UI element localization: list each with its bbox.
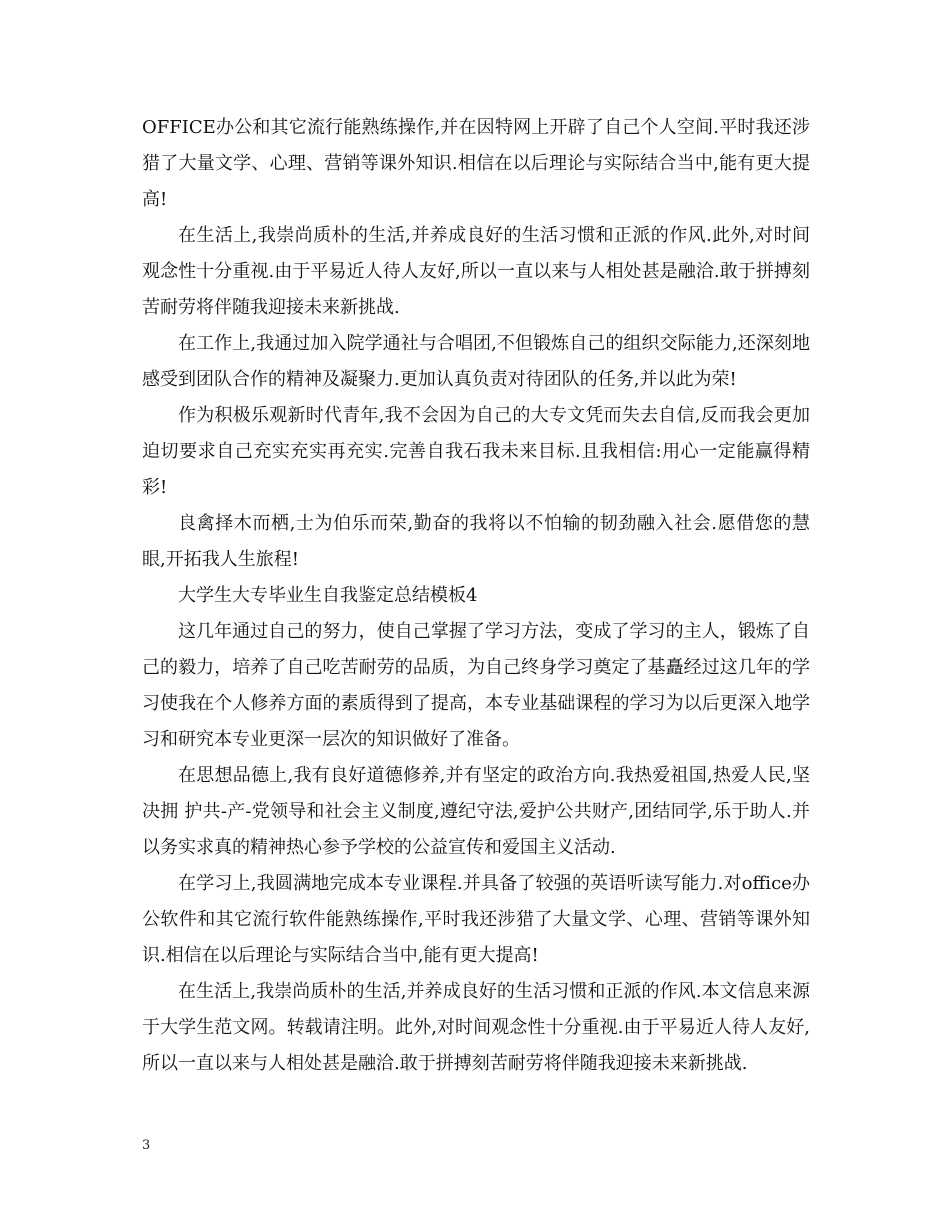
paragraph-academic-study: 在学习上,我圆满地完成本专业课程.并具备了较强的英语听读写能力.对office办公软件和其它流行软件能熟练操作,平时我还涉猎了大量文学、心理、营销等课外知识.相信在以后理论与实际结合当中,能有更大提高!	[142, 873, 810, 966]
paragraph-office-skills: OFFICE办公和其它流行能熟练操作,并在因特网上开辟了自己个人空间.平时我还涉猎了大量文学、心理、营销等课外知识.相信在以后理论与实际结合当中,能有更大提高!	[142, 117, 810, 210]
document-body	[142, 110, 810, 1082]
paragraph-work-experience: 在工作上,我通过加入院学通社与合唱团,不但锻炼自己的组织交际能力,还深刻地感受到团队合作的精神及凝聚力.更加认真负责对待团队的任务,并以此为荣!	[142, 333, 810, 390]
section-heading: 大学生大专毕业生自我鉴定总结模板4	[178, 585, 478, 606]
paragraph-daily-life: 在生活上,我崇尚质朴的生活,并养成良好的生活习惯和正派的作风.本文信息来源于大学生范文网。转载请注明。此外,对时间观念性十分重视.由于平易近人待人友好,所以一直以来与人相处甚是融洽.敢于拼搏刻苦耐劳将伴随我迎接未来新挑战.	[142, 981, 810, 1074]
paragraph-life-attitude: 在生活上,我崇尚质朴的生活,并养成良好的生活习惯和正派的作风.此外,对时间观念性十分重视.由于平易近人待人友好,所以一直以来与人相处甚是融洽.敢于拼搏刻苦耐劳将伴随我迎接未来新挑战.	[142, 225, 810, 318]
page-number: 3	[142, 1138, 151, 1153]
paragraph-moral-character: 在思想品德上,我有良好道德修养,并有坚定的政治方向.我热爱祖国,热爱人民,坚决拥 护共-产-党领导和社会主义制度,遵纪守法,爱护公共财产,团结同学,乐于助人.并以务实求真的精神热心参予学校的公益宣传和爱国主义活动.	[142, 765, 810, 858]
paragraph-closing: 良禽择木而栖,士为伯乐而荣,勤奋的我将以不怕输的韧劲融入社会.愿借您的慧眼,开拓我人生旅程!	[142, 513, 810, 570]
paragraph-study-summary: 这几年通过自己的努力，使自己掌握了学习方法，变成了学习的主人，锻炼了自己的毅力，培养了自己吃苦耐劳的品质，为自己终身学习奠定了基矗经过这几年的学习使我在个人修养方面的素质得到了提高，本专业基础课程的学习为以后更深入地学习和研究本专业更深一层次的知识做好了准备。	[142, 621, 810, 750]
paragraph-optimism: 作为积极乐观新时代青年,我不会因为自己的大专文凭而失去自信,反而我会更加迫切要求自己充实充实再充实.完善自我石我未来目标.且我相信:用心一定能赢得精彩!	[142, 405, 810, 498]
